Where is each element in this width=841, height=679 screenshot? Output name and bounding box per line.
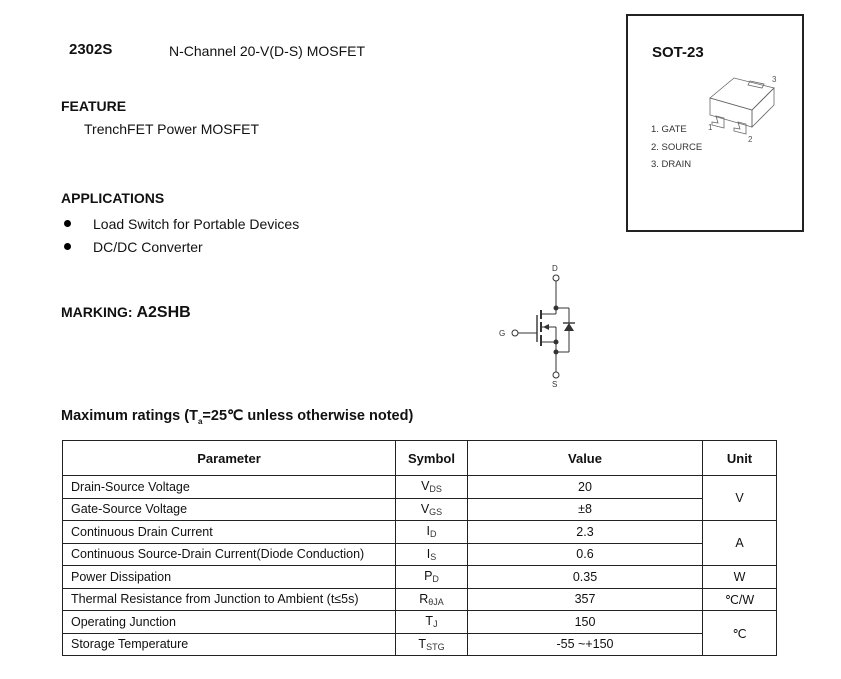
col-symbol: Symbol [396, 441, 468, 476]
ratings-heading: Maximum ratings ($T_a=25℃$ unless otherwise noted) [61, 408, 414, 426]
feature-heading: FEATURE [61, 98, 127, 114]
table-header-row [63, 441, 777, 476]
package-box [626, 14, 804, 232]
feature-text: TrenchFET Power MOSFET [84, 121, 260, 137]
table-row: Power Dissipation $P_D$ 0.35 W [63, 566, 777, 589]
table-row: Storage Temperature $T_{STG}$ -55 ~+150 [63, 633, 777, 656]
marking-code: A2SHB [136, 304, 191, 321]
applications-list [61, 212, 299, 258]
svg-text:D: D [552, 264, 558, 273]
svg-text:3: 3 [772, 75, 777, 84]
applications-heading: APPLICATIONS [61, 190, 165, 206]
table-row: Drain-Source Voltage $V_{DS}$ 20 V [63, 476, 777, 499]
table-row: Operating Junction $T_J$ 150 ℃ [63, 611, 777, 634]
pin-drain: 3. DRAIN [651, 159, 692, 170]
marking: MARKING: A2SHB [61, 304, 191, 321]
svg-text:S: S [552, 380, 558, 389]
list-item: Load Switch for Portable Devices [61, 212, 299, 235]
col-value: Value [468, 441, 703, 476]
pin-gate: 1. GATE [651, 124, 687, 135]
ratings-table [62, 440, 777, 656]
pin-source: 2. SOURCE [651, 141, 703, 153]
svg-text:2: 2 [748, 135, 753, 144]
col-parameter: Parameter [63, 441, 396, 476]
table-row: Continuous Drain Current $I_D$ 2.3 A [63, 521, 777, 544]
package-title: SOT-23 [652, 44, 704, 61]
bullet-icon [64, 220, 71, 227]
table-row: Gate-Source Voltage $V_{GS}$ ±8 [63, 498, 777, 521]
pin-list [651, 121, 702, 174]
col-unit: Unit [703, 441, 777, 476]
bullet-icon [64, 243, 71, 250]
svg-text:1: 1 [708, 123, 713, 132]
part-number: 2302S [69, 41, 113, 58]
svg-text:G: G [499, 329, 506, 338]
list-item: DC/DC Converter [61, 235, 299, 258]
sot23-package-icon [692, 72, 792, 152]
mosfet-schematic-icon [490, 260, 590, 390]
table-row: Thermal Resistance from Junction to Ambient (t≤5s) $R_{\theta JA}$ 357 ℃/W [63, 588, 777, 611]
table-row: Continuous Source-Drain Current(Diode Conduction) $I_S$ 0.6 [63, 543, 777, 566]
part-description: N-Channel 20-V(D-S) MOSFET [169, 43, 366, 59]
